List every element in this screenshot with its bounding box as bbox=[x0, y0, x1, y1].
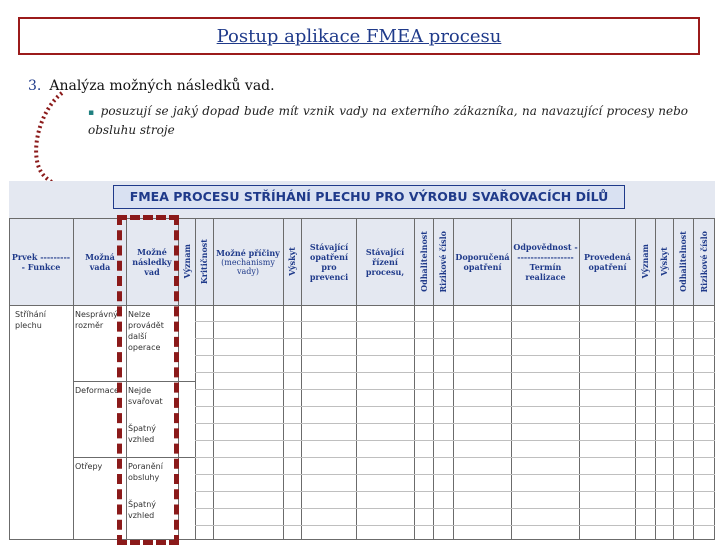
col-header-vyznam-label: Význam bbox=[181, 244, 192, 279]
col-header-kriticnost-label: Kritičnost bbox=[199, 238, 209, 285]
grid-row-line bbox=[195, 406, 715, 407]
cell-vada-1: Nesprávný rozměr bbox=[75, 310, 118, 330]
col-header-odpovednost: Odpovědnost ------------------ Termín realizace bbox=[513, 241, 578, 282]
col-header-odhalitelnost bbox=[415, 218, 432, 305]
fmea-table-header: FMEA PROCESU STŘÍHÁNÍ PLECHU PRO VÝROBU SVAŘOVACÍCH DÍLŮ bbox=[113, 185, 625, 209]
section-title: Analýza možných následků vad. bbox=[49, 78, 275, 94]
cell-nasledek-1: Nelze provádět další operace bbox=[128, 310, 164, 352]
cell-nasledek-2b: Špatný vzhled bbox=[128, 424, 156, 444]
cell-nasledek-3b: Špatný vzhled bbox=[128, 500, 156, 520]
cell-vada-2: Deformace bbox=[75, 386, 119, 395]
cell-nasledek-3a: Poranění obsluhy bbox=[128, 462, 163, 482]
col-header-mozne-priciny-label: Možné příčiny bbox=[216, 247, 280, 258]
col-header-prvek: Prvek ---------- Funkce bbox=[11, 251, 71, 272]
section-number: 3. bbox=[28, 78, 42, 94]
col-header-vyskyt2 bbox=[656, 218, 672, 305]
col-header-mozne-priciny bbox=[214, 218, 282, 305]
grid-row-line bbox=[195, 338, 715, 339]
grid-row-line bbox=[195, 372, 715, 373]
col-header-kriticnost bbox=[196, 218, 212, 305]
grid-row-line bbox=[195, 508, 715, 509]
col-header-odhalitelnost2 bbox=[674, 218, 692, 305]
col-header-vyskyt bbox=[284, 218, 300, 305]
grid-row-line bbox=[195, 355, 715, 356]
grid-row-line bbox=[195, 491, 715, 492]
col-header-rizikove-cislo-label: Rizikové číslo bbox=[438, 230, 448, 293]
table-header-divider bbox=[9, 305, 715, 306]
grid-row-line bbox=[195, 389, 715, 390]
grid-row-line bbox=[195, 457, 715, 458]
page-title: Postup aplikace FMEA procesu bbox=[216, 26, 502, 47]
col-header-rizikove-cislo2-label: Rizikové číslo bbox=[698, 230, 709, 293]
col-header-stavajici-rizeni: Stávající řízení procesu, bbox=[365, 246, 405, 277]
fmea-table bbox=[9, 181, 715, 540]
col-header-rizikove-cislo bbox=[434, 218, 452, 305]
col-header-doporucena: Doporučená opatření bbox=[455, 251, 510, 272]
col-header-provedena: Provedená opatření bbox=[584, 251, 631, 272]
grid-row-line bbox=[195, 321, 715, 322]
col-header-mozne-priciny-sub: (mechanismy vady) bbox=[221, 257, 275, 276]
col-header-vyznam bbox=[179, 218, 194, 305]
grid-row-line bbox=[195, 440, 715, 441]
col-header-odhalitelnost-label: Odhalitelnost bbox=[418, 231, 429, 292]
grid-row-line bbox=[195, 474, 715, 475]
col-header-vyznam2 bbox=[636, 218, 654, 305]
col-header-mozna-vada: Možná vada bbox=[85, 251, 115, 272]
grid-row-line bbox=[195, 525, 715, 526]
bullet-text: posuzují se jaký dopad bude mít vznik vady na externího zákazníka, na navazující procesy nebo obsluhu stroje bbox=[88, 104, 688, 137]
cell-vada-3: Otřepy bbox=[75, 462, 103, 471]
col-header-vyskyt-label: Výskyt bbox=[287, 247, 297, 276]
cell-prvek: Stříhání plechu bbox=[15, 310, 46, 330]
bullet-icon: ▪ bbox=[88, 108, 95, 118]
col-header-stavajici-opatreni: Stávající opatření pro prevenci bbox=[309, 241, 349, 282]
col-header-vyznam2-label: Význam bbox=[640, 244, 650, 279]
col-line bbox=[73, 218, 74, 540]
col-header-rizikove-cislo2 bbox=[694, 218, 713, 305]
col-line bbox=[9, 218, 10, 540]
col-header-vyskyt2-label: Výskyt bbox=[659, 247, 669, 276]
highlight-frame bbox=[117, 215, 179, 545]
col-header-mozne-nasledky: Možné následky vad bbox=[132, 246, 172, 277]
grid-row-line bbox=[195, 423, 715, 424]
cell-nasledek-2a: Nejde svařovat bbox=[128, 386, 163, 406]
col-header-odhalitelnost2-label: Odhalitelnost bbox=[678, 231, 688, 292]
